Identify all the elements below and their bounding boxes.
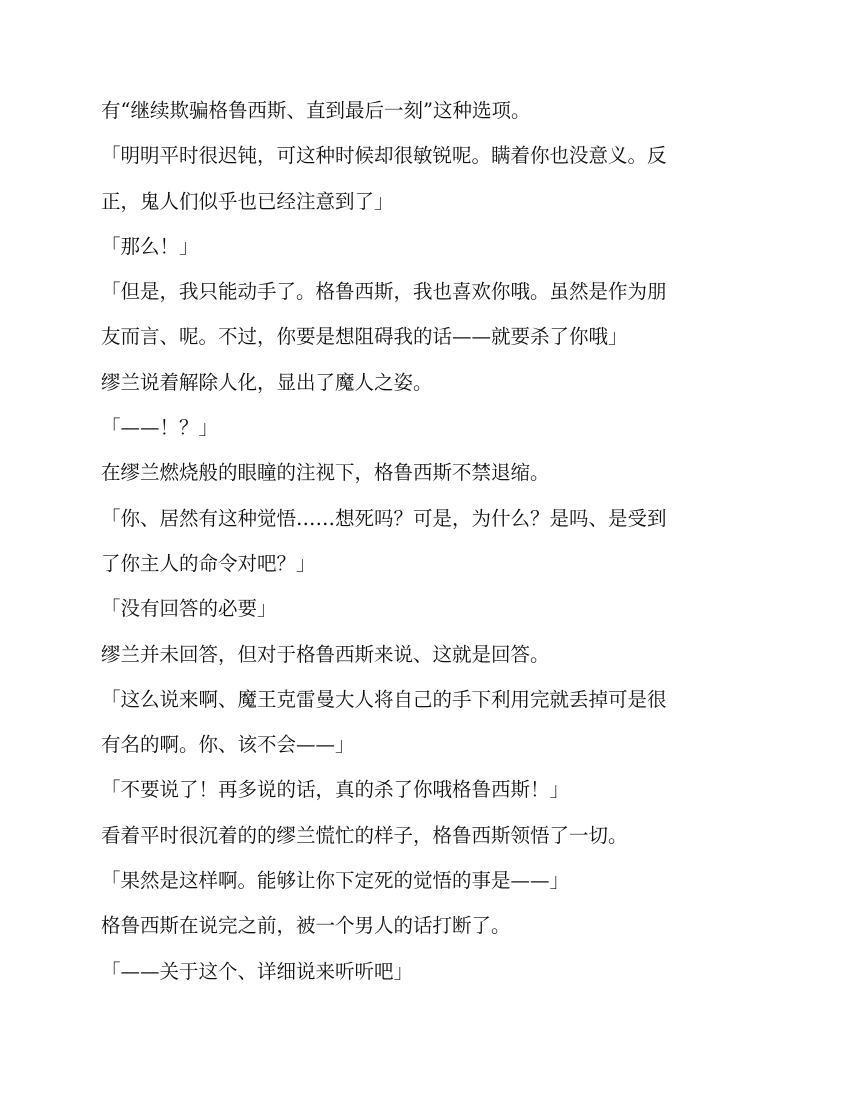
body-text <box>101 96 721 1002</box>
text-line: 缪兰说着解除人化，显出了魔人之姿。 <box>101 370 433 394</box>
text-line: 「这么说来啊、魔王克雷曼大人将自己的手下利用完就丢掉可是很 <box>101 687 667 711</box>
text-line: 「——关于这个、详细说来听听吧」 <box>101 959 414 983</box>
text-line: 友而言、呢。不过，你要是想阻碍我的话——就要杀了你哦」 <box>101 325 628 349</box>
text-line: 「果然是这样啊。能够让你下定死的觉悟的事是——」 <box>101 869 570 893</box>
text-line: 有“继续欺骗格鲁西斯、直到最后一刻”这种选项。 <box>101 99 531 122</box>
text-line: 格鲁西斯在说完之前，被一个男人的话打断了。 <box>101 914 511 938</box>
text-line: 「你、居然有这种觉悟……想死吗？可是，为什么？是吗、是受到 <box>101 506 667 530</box>
text-line: 缪兰并未回答，但对于格鲁西斯来说、这就是回答。 <box>101 642 550 666</box>
text-line: 「没有回答的必要」 <box>101 597 277 621</box>
text-line: 看着平时很沉着的的缪兰慌忙的样子，格鲁西斯领悟了一切。 <box>101 823 628 847</box>
text-line: 「不要说了！再多说的话，真的杀了你哦格鲁西斯！」 <box>101 778 570 802</box>
text-line: 「——！？」 <box>101 416 219 440</box>
text-line: 正，鬼人们似乎也已经注意到了」 <box>101 189 394 213</box>
text-line: 了你主人的命令对吧？」 <box>101 551 316 575</box>
text-line: 有名的啊。你、该不会——」 <box>101 733 355 757</box>
text-line: 在缪兰燃烧般的眼瞳的注视下，格鲁西斯不禁退缩。 <box>101 461 550 485</box>
text-line: 「但是，我只能动手了。格鲁西斯，我也喜欢你哦。虽然是作为朋 <box>101 280 667 304</box>
text-line: 「那么！」 <box>101 234 199 258</box>
text-line: 「明明平时很迟钝，可这种时候却很敏锐呢。瞒着你也没意义。反 <box>101 144 667 168</box>
